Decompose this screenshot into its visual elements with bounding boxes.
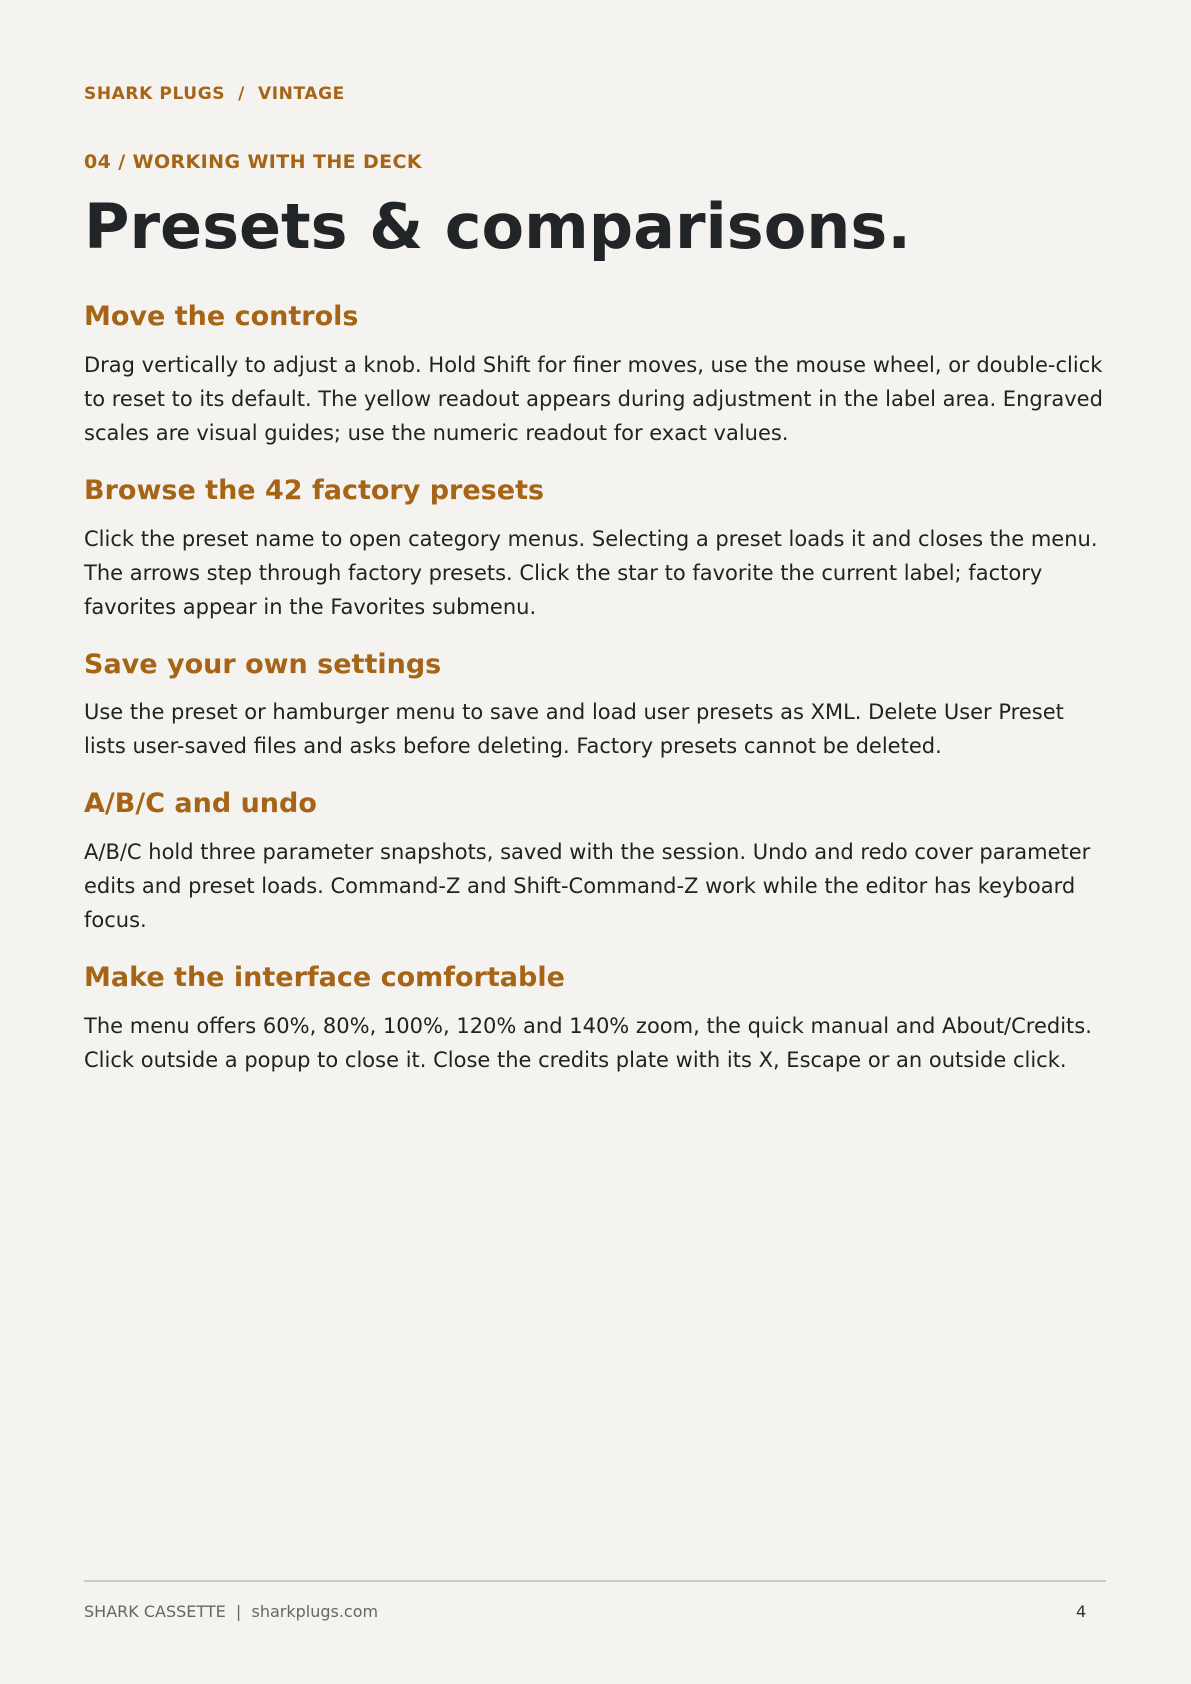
- section-abc-undo: [84, 787, 1106, 937]
- page-number: 4: [1076, 1602, 1087, 1621]
- section-interface: [84, 961, 1106, 1077]
- page-title: Presets & comparisons.: [84, 190, 911, 263]
- section-heading: A/B/C and undo: [84, 788, 317, 820]
- section-heading: Make the interface comfortable: [84, 962, 565, 993]
- section-body: A/B/C hold three parameter snapshots, saved with the session. Undo and redo cover parameter edits and preset loads. Command-Z and Shift-Command-Z work while the editor has keyboard focus.: [84, 840, 1091, 932]
- section-body: Drag vertically to adjust a knob. Hold Shift for finer moves, use the mouse wheel, or double-click to reset to its default. The yellow readout appears during adjustment in the label area. Engraved scales are visual guides; use the numeric readout for exact values.: [84, 352, 1103, 445]
- footer-divider: [84, 1580, 1106, 1582]
- section-factory-presets: [84, 474, 1106, 624]
- section-label: 04 / WORKING WITH THE DECK: [84, 151, 423, 173]
- section-heading: Move the controls: [84, 301, 359, 332]
- section-body: The menu offers 60%, 80%, 100%, 120% and 140% zoom, the quick manual and About/Credits. Click outside a popup to close it. Close the credits plate with its X, Escape or an outside click.: [84, 1013, 1092, 1072]
- section-move-controls: [84, 300, 1106, 450]
- section-heading: Browse the 42 factory presets: [84, 474, 545, 506]
- brand-breadcrumb: SHARK PLUGS / VINTAGE: [84, 84, 345, 104]
- section-body: Use the preset or hamburger menu to save and load user presets as XML. Delete User Preset lists user-saved files and asks before deleting. Factory presets cannot be deleted.: [84, 700, 1064, 759]
- section-save-settings: [84, 648, 1106, 764]
- section-body: Click the preset name to open category menus. Selecting a preset loads it and closes the menu. The arrows step through factory presets. Click the star to favorite the current label; factory favorites appear in the Favorites submenu.: [84, 526, 1098, 619]
- section-heading: Save your own settings: [84, 648, 442, 680]
- content-area: [84, 300, 1106, 1101]
- footer-credit: SHARK CASSETTE | sharkplugs.com: [84, 1602, 379, 1621]
